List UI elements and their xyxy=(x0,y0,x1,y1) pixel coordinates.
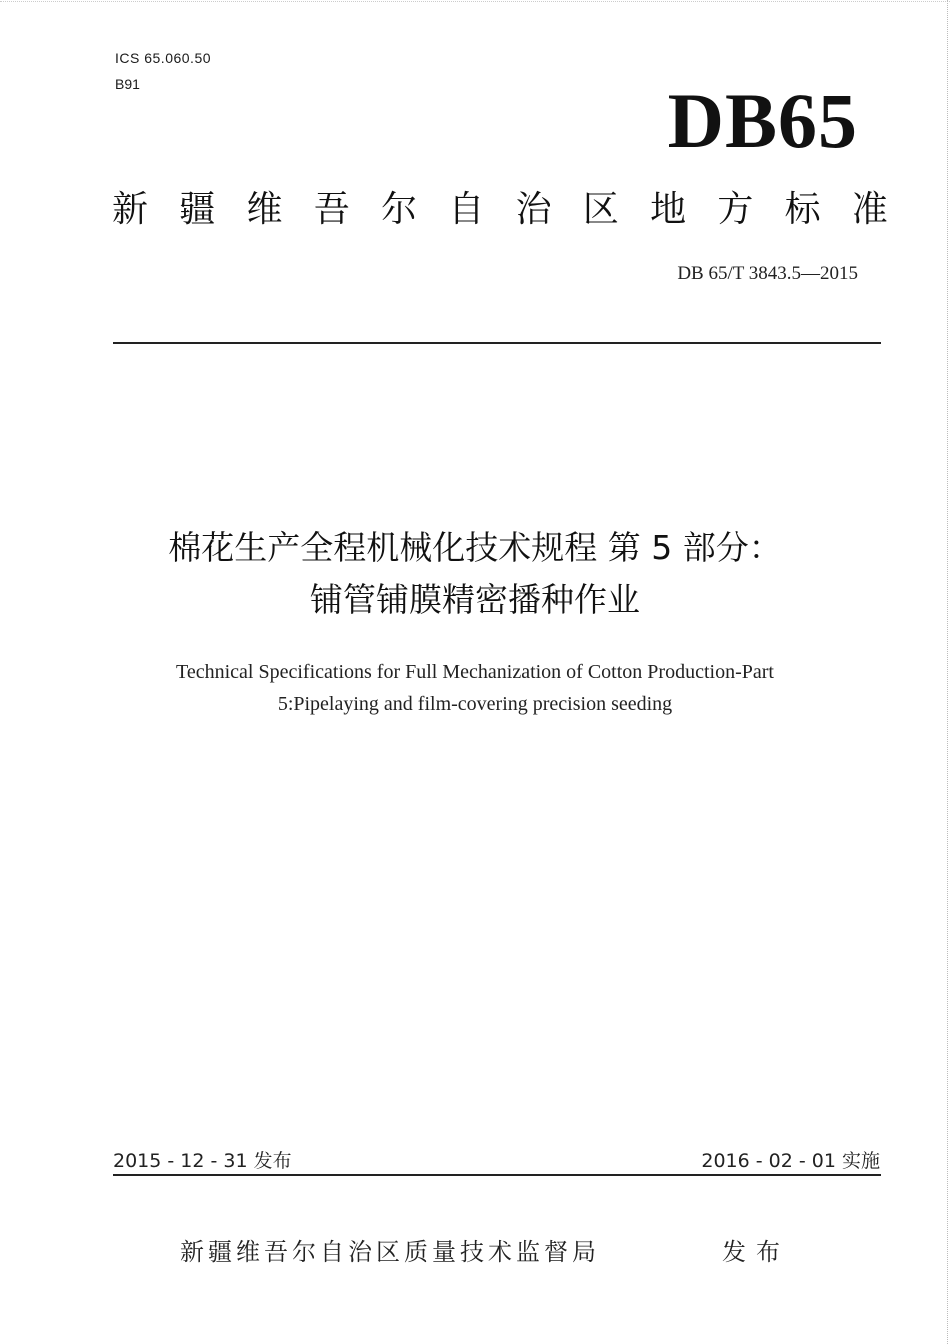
classification-code: B91 xyxy=(115,76,140,92)
title-english-line2: 5:Pipelaying and film-covering precision seeding xyxy=(277,693,673,715)
standard-type-char: 地 xyxy=(650,189,687,230)
title-english-line1: Technical Specifications for Full Mechanization of Cotton Production-Part xyxy=(176,661,774,683)
standard-type-char: 吾 xyxy=(313,189,350,230)
bottom-divider xyxy=(113,1174,881,1176)
title-english xyxy=(60,656,890,720)
standard-type-char: 准 xyxy=(851,189,888,230)
ics-code: ICS 65.060.50 xyxy=(115,50,212,66)
implementation-date: 2016 - 02 - 01 实施 xyxy=(701,1150,880,1172)
standard-type-char: 自 xyxy=(448,189,485,230)
scan-edge-right xyxy=(947,0,949,1344)
standard-type-char: 标 xyxy=(784,189,821,230)
standard-type-char: 尔 xyxy=(381,189,418,230)
standard-type-char: 治 xyxy=(515,189,552,230)
standard-type-char: 区 xyxy=(582,189,619,230)
standard-type-char: 维 xyxy=(246,189,283,230)
standard-type-char: 方 xyxy=(717,189,754,230)
title-chinese-line2: 铺管铺膜精密播种作业 xyxy=(310,580,640,619)
standard-type-title xyxy=(112,189,888,230)
release-date: 2015 - 12 - 31 发布 xyxy=(113,1150,292,1172)
standard-type-char: 新 xyxy=(112,189,149,230)
issued-label: 发布 xyxy=(722,1238,790,1266)
title-chinese xyxy=(0,522,950,626)
publisher-name: 新疆维吾尔自治区质量技术监督局 xyxy=(180,1238,600,1266)
standard-type-char: 疆 xyxy=(179,189,216,230)
standard-logo: DB65 xyxy=(667,77,858,164)
standard-number: DB 65/T 3843.5—2015 xyxy=(677,263,858,284)
top-divider xyxy=(113,342,881,344)
scan-edge-top xyxy=(0,1,950,3)
title-chinese-line1: 棉花生产全程机械化技术规程 第 5 部分： xyxy=(168,528,782,567)
